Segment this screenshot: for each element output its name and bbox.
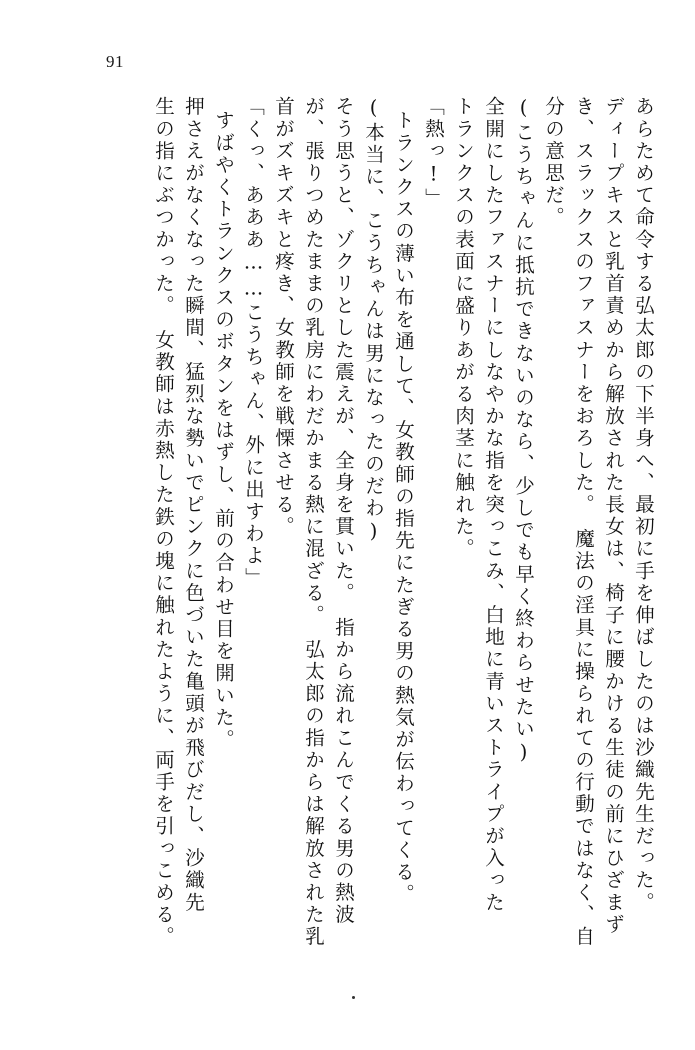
text-line: が、張りつめたままの乳房にわだかまる熱に混ざる。 弘太郎の指からは解放された乳 [302, 96, 325, 949]
text-line: き、スラックスのファスナーをおろした。 魔法の淫具に操られての行動ではなく、自 [572, 96, 595, 949]
text-line: 「くっ、あああ……こうちゃん、外に出すわよ」 [242, 96, 265, 590]
text-line: (本当に、こうちゃんは男になったのだわ) [362, 96, 385, 545]
text-line: (こうちゃんに抵抗できないのなら、少しでも早く終わらせたい) [512, 96, 535, 766]
text-line: 全開にしたファスナーにしなやかな指を突っこみ、白地に青いストライプが入った [482, 96, 505, 914]
text-line: 「熱っ!」 [422, 96, 445, 210]
text-line: 分の意思だ。 [542, 96, 565, 229]
text-line: そう思うと、ゾクリとした震えが、全身を貫いた。 指から流れこんでくる男の熱波 [332, 96, 355, 927]
text-line: 生の指にぶつかった。 女教師は赤熱した鉄の塊に触れたように、両手を引っこめる。 [152, 96, 175, 949]
text-line: ディープキスと乳首責めから解放された長女は、椅子に腰かける生徒の前にひざまず [602, 96, 625, 936]
text-line: トランクスの表面に盛りあがる肉茎に触れた。 [452, 96, 475, 561]
text-line: 押さえがなくなった瞬間、猛烈な勢いでピンクに色づいた亀頭が飛びだし、沙織先 [182, 96, 205, 914]
text-line: すばやくトランクスのボタンをはずし、前の合わせ目を開いた。 [212, 110, 235, 751]
text-line: 首がズキズキと疼き、女教師を戦慄させる。 [272, 96, 295, 538]
page-footer-dot [352, 996, 355, 999]
text-line: トランクスの薄い布を通して、女教師の指先にたぎる男の熱気が伝わってくる。 [392, 110, 415, 906]
text-line: あらためて命令する弘太郎の下半身へ、最初に手を伸ばしたのは沙織先生だった。 [632, 96, 655, 914]
page-number: 91 [106, 52, 124, 71]
vertical-text-body [42, 96, 653, 976]
